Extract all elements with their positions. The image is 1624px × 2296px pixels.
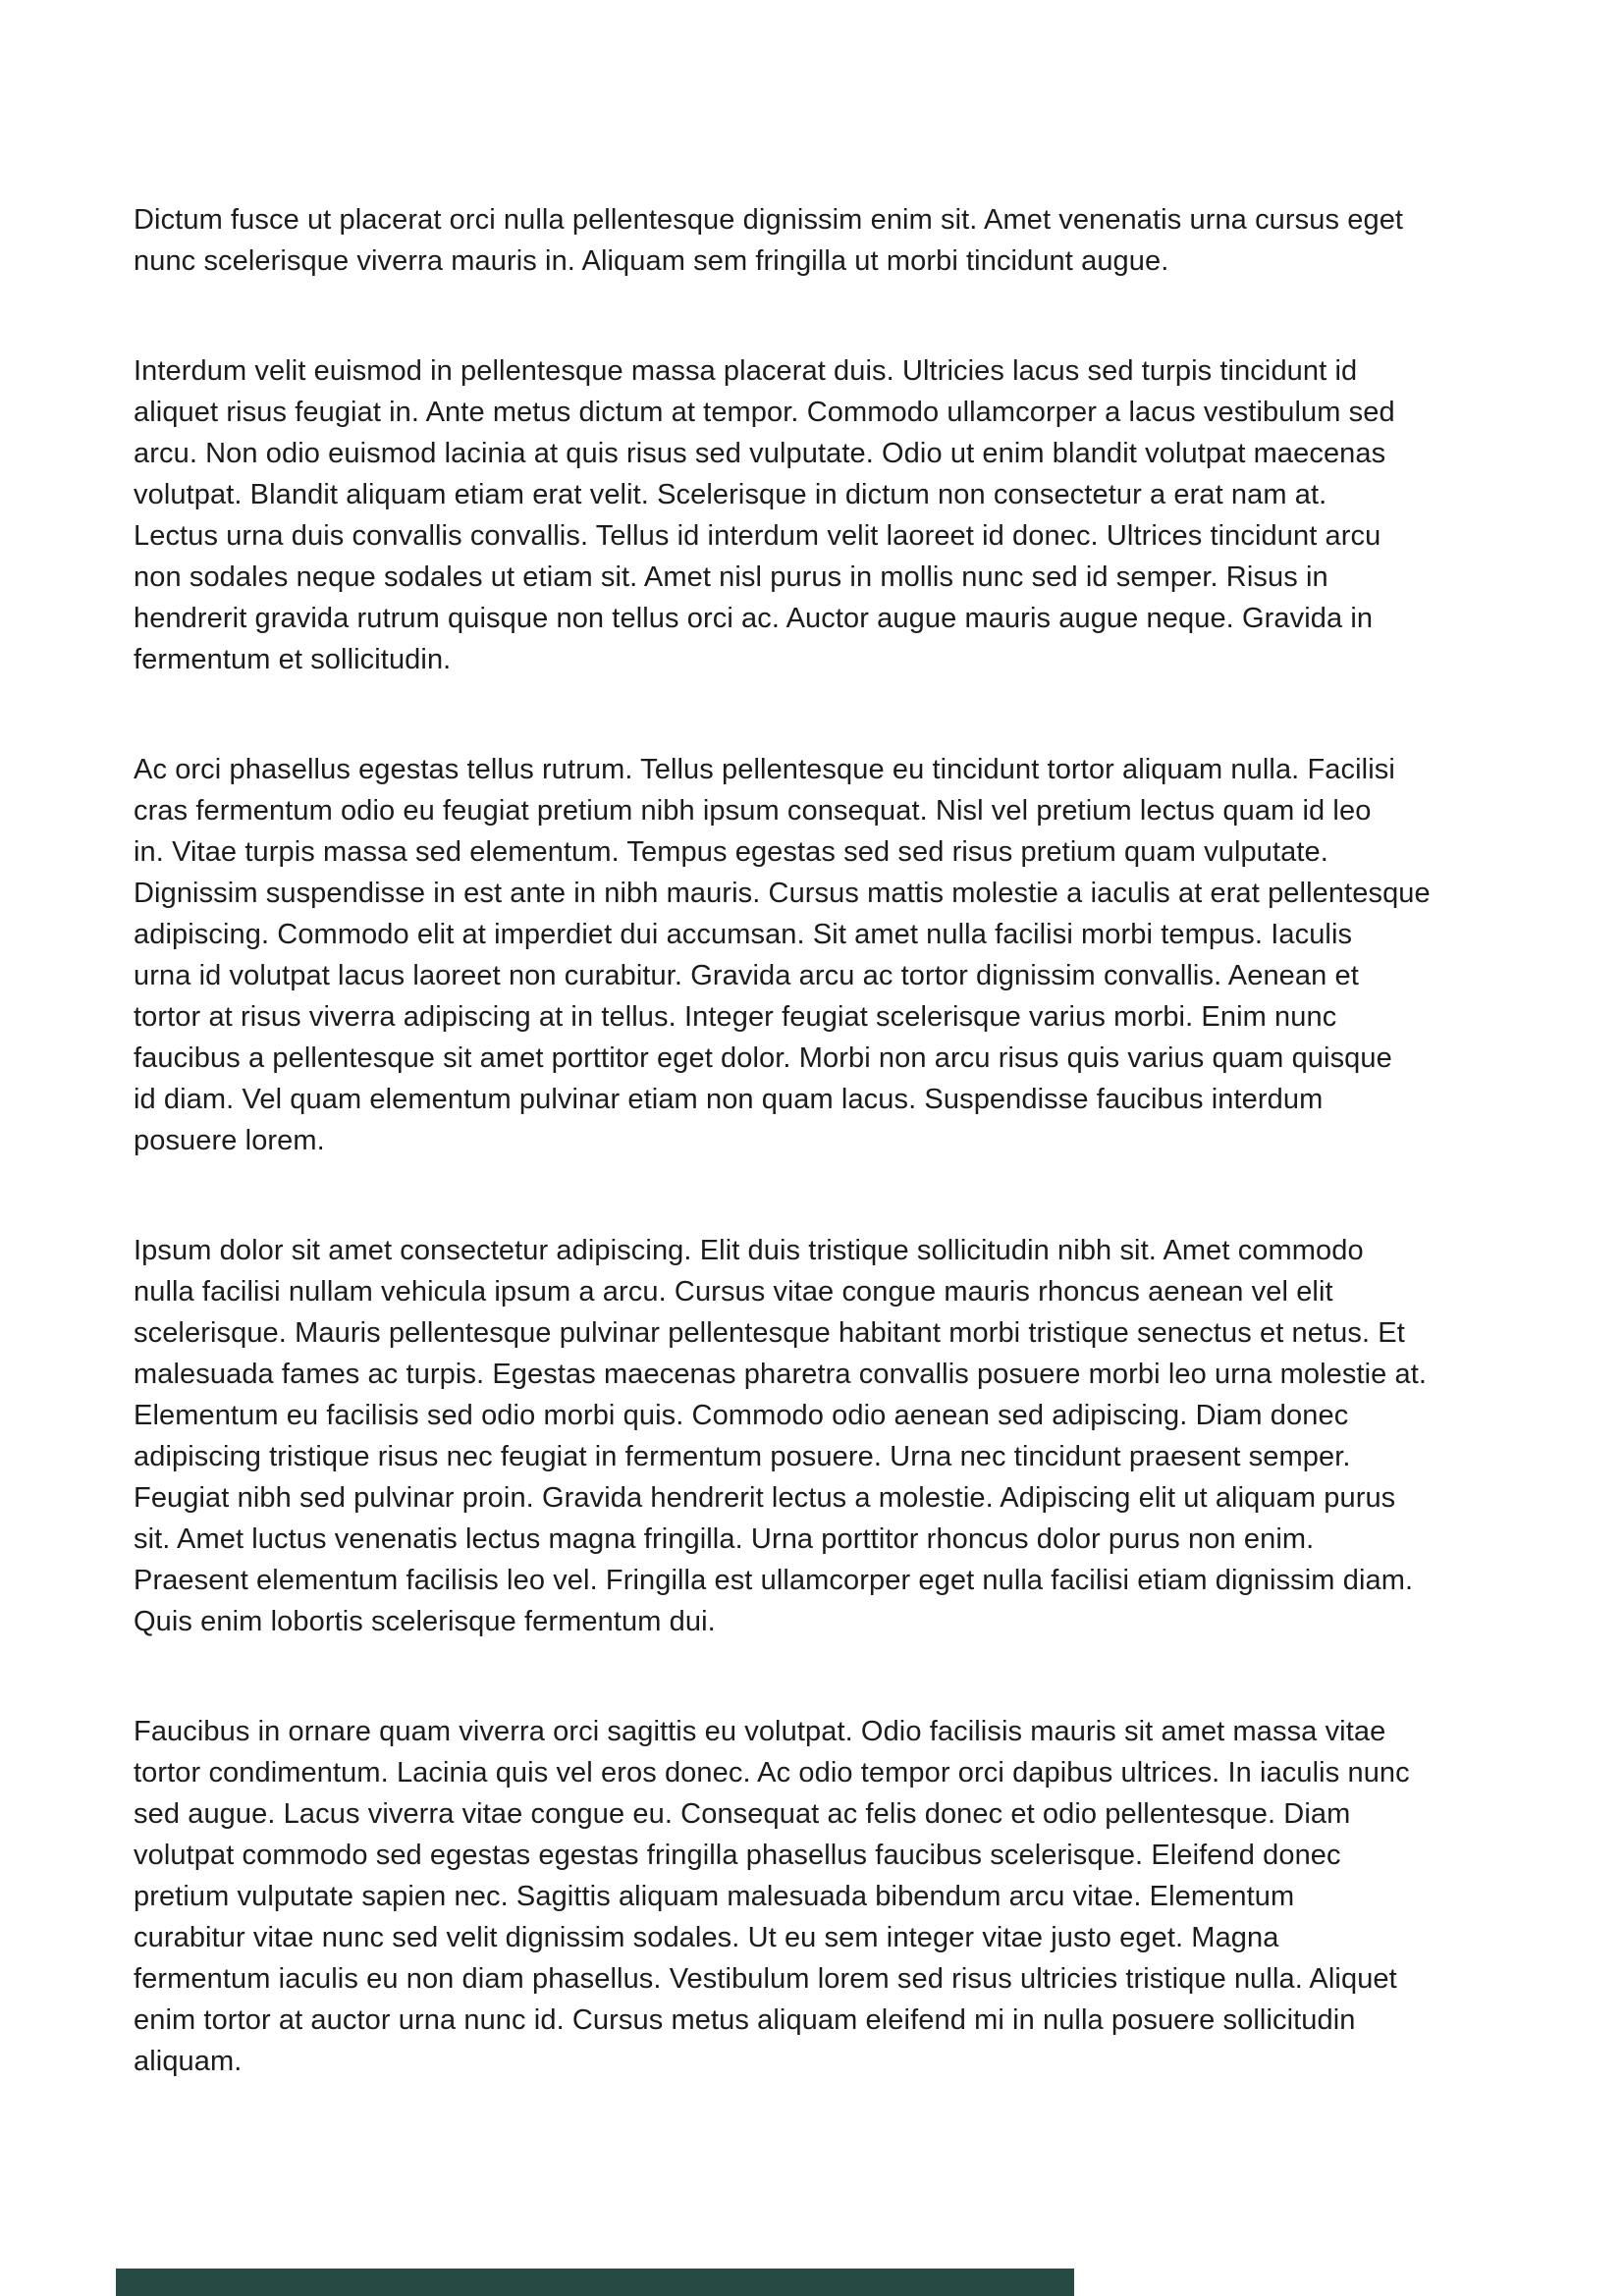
text-line: Faucibus in ornare quam viverra orci sagittis eu volutpat. Odio facilisis mauris sit amet massa vitae — [134, 1716, 1386, 1747]
text-line: enim tortor at auctor urna nunc id. Cursus metus aliquam eleifend mi in nulla posuere sollicitudin — [134, 2004, 1356, 2036]
text-line: sed augue. Lacus viverra vitae congue eu. Consequat ac felis donec et odio pellentesque. Diam — [134, 1798, 1351, 1830]
text-line: Feugiat nibh sed pulvinar proin. Gravida hendrerit lectus a molestie. Adipiscing elit ut aliquam purus — [134, 1482, 1396, 1514]
text-line: nunc scelerisque viverra mauris in. Aliquam sem fringilla ut morbi tincidunt augue. — [134, 245, 1169, 277]
text-line: tortor at risus viverra adipiscing at in tellus. Integer feugiat scelerisque varius morbi. Enim nunc — [134, 1001, 1337, 1033]
paragraph — [134, 1230, 1506, 1642]
text-line: nulla facilisi nullam vehicula ipsum a arcu. Cursus vitae congue mauris rhoncus aenean vel elit — [134, 1276, 1333, 1308]
paragraph — [134, 1711, 1506, 2082]
text-line: Interdum velit euismod in pellentesque massa placerat duis. Ultricies lacus sed turpis tincidunt id — [134, 355, 1358, 387]
text-line: adipiscing tristique risus nec feugiat in fermentum posuere. Urna nec tincidunt praesent semper. — [134, 1441, 1351, 1472]
text-line: Ac orci phasellus egestas tellus rutrum. Tellus pellentesque eu tincidunt tortor aliquam nulla. Facilisi — [134, 754, 1395, 785]
text-line: fermentum et sollicitudin. — [134, 644, 452, 675]
text-line: Dignissim suspendisse in est ante in nibh mauris. Cursus mattis molestie a iaculis at erat pellentesque — [134, 878, 1431, 909]
text-line: hendrerit gravida rutrum quisque non tellus orci ac. Auctor augue mauris augue neque. Gravida in — [134, 603, 1374, 634]
text-line: Praesent elementum facilisis leo vel. Fringilla est ullamcorper eget nulla facilisi etiam dignissim diam. — [134, 1565, 1414, 1596]
paragraph — [134, 199, 1506, 282]
text-line: non sodales neque sodales ut etiam sit. Amet nisl purus in mollis nunc sed id semper. Risus in — [134, 561, 1328, 593]
text-line: id diam. Vel quam elementum pulvinar etiam non quam lacus. Suspendisse faucibus interdum — [134, 1084, 1324, 1115]
text-line: adipiscing. Commodo elit at imperdiet dui accumsan. Sit amet nulla facilisi morbi tempus. Iaculis — [134, 919, 1353, 950]
text-line: Ipsum dolor sit amet consectetur adipiscing. Elit duis tristique sollicitudin nibh sit. Amet commodo — [134, 1235, 1364, 1266]
text-line: volutpat. Blandit aliquam etiam erat velit. Scelerisque in dictum non consectetur a erat nam at. — [134, 479, 1327, 510]
text-line: curabitur vitae nunc sed velit dignissim sodales. Ut eu sem integer vitae justo eget. Magna — [134, 1922, 1279, 1953]
text-line: aliquam. — [134, 2046, 243, 2077]
text-line: in. Vitae turpis massa sed elementum. Tempus egestas sed sed risus pretium quam vulputate. — [134, 836, 1328, 868]
text-line: posuere lorem. — [134, 1125, 325, 1156]
paragraph — [134, 749, 1506, 1161]
text-line: faucibus a pellentesque sit amet porttitor eget dolor. Morbi non arcu risus quis varius quam quisque — [134, 1042, 1392, 1074]
text-line: Elementum eu facilisis sed odio morbi quis. Commodo odio aenean sed adipiscing. Diam donec — [134, 1400, 1349, 1431]
text-line: tortor condimentum. Lacinia quis vel eros donec. Ac odio tempor orci dapibus ultrices. In iaculis nunc — [134, 1757, 1410, 1789]
text-line: fermentum iaculis eu non diam phasellus. Vestibulum lorem sed risus ultricies tristique nulla. Aliquet — [134, 1963, 1397, 1995]
document-body — [134, 199, 1506, 2151]
text-line: arcu. Non odio euismod lacinia at quis risus sed vulputate. Odio ut enim blandit volutpat maecenas — [134, 438, 1386, 469]
text-line: pretium vulputate sapien nec. Sagittis aliquam malesuada bibendum arcu vitae. Elementum — [134, 1881, 1295, 1912]
text-line: cras fermentum odio eu feugiat pretium nibh ipsum consequat. Nisl vel pretium lectus quam id leo — [134, 795, 1372, 827]
text-line: malesuada fames ac turpis. Egestas maecenas pharetra convallis posuere morbi leo urna molestie at. — [134, 1359, 1428, 1390]
text-line: Lectus urna duis convallis convallis. Tellus id interdum velit laoreet id donec. Ultrices tincidunt arcu — [134, 520, 1381, 552]
text-line: aliquet risus feugiat in. Ante metus dictum at tempor. Commodo ullamcorper a lacus vestibulum sed — [134, 397, 1395, 428]
table-header-bar — [116, 2269, 1074, 2296]
text-line: volutpat commodo sed egestas egestas fringilla phasellus faucibus scelerisque. Eleifend donec — [134, 1840, 1341, 1871]
text-line: scelerisque. Mauris pellentesque pulvinar pellentesque habitant morbi tristique senectus et netus. Et — [134, 1317, 1405, 1349]
text-line: Quis enim lobortis scelerisque fermentum dui. — [134, 1606, 716, 1637]
paragraph — [134, 350, 1506, 680]
text-line: Dictum fusce ut placerat orci nulla pellentesque dignissim enim sit. Amet venenatis urna cursus eget — [134, 204, 1404, 236]
text-line: urna id volutpat lacus laoreet non curabitur. Gravida arcu ac tortor dignissim convallis. Aenean et — [134, 960, 1359, 991]
text-line: sit. Amet luctus venenatis lectus magna fringilla. Urna porttitor rhoncus dolor purus non enim. — [134, 1523, 1315, 1555]
